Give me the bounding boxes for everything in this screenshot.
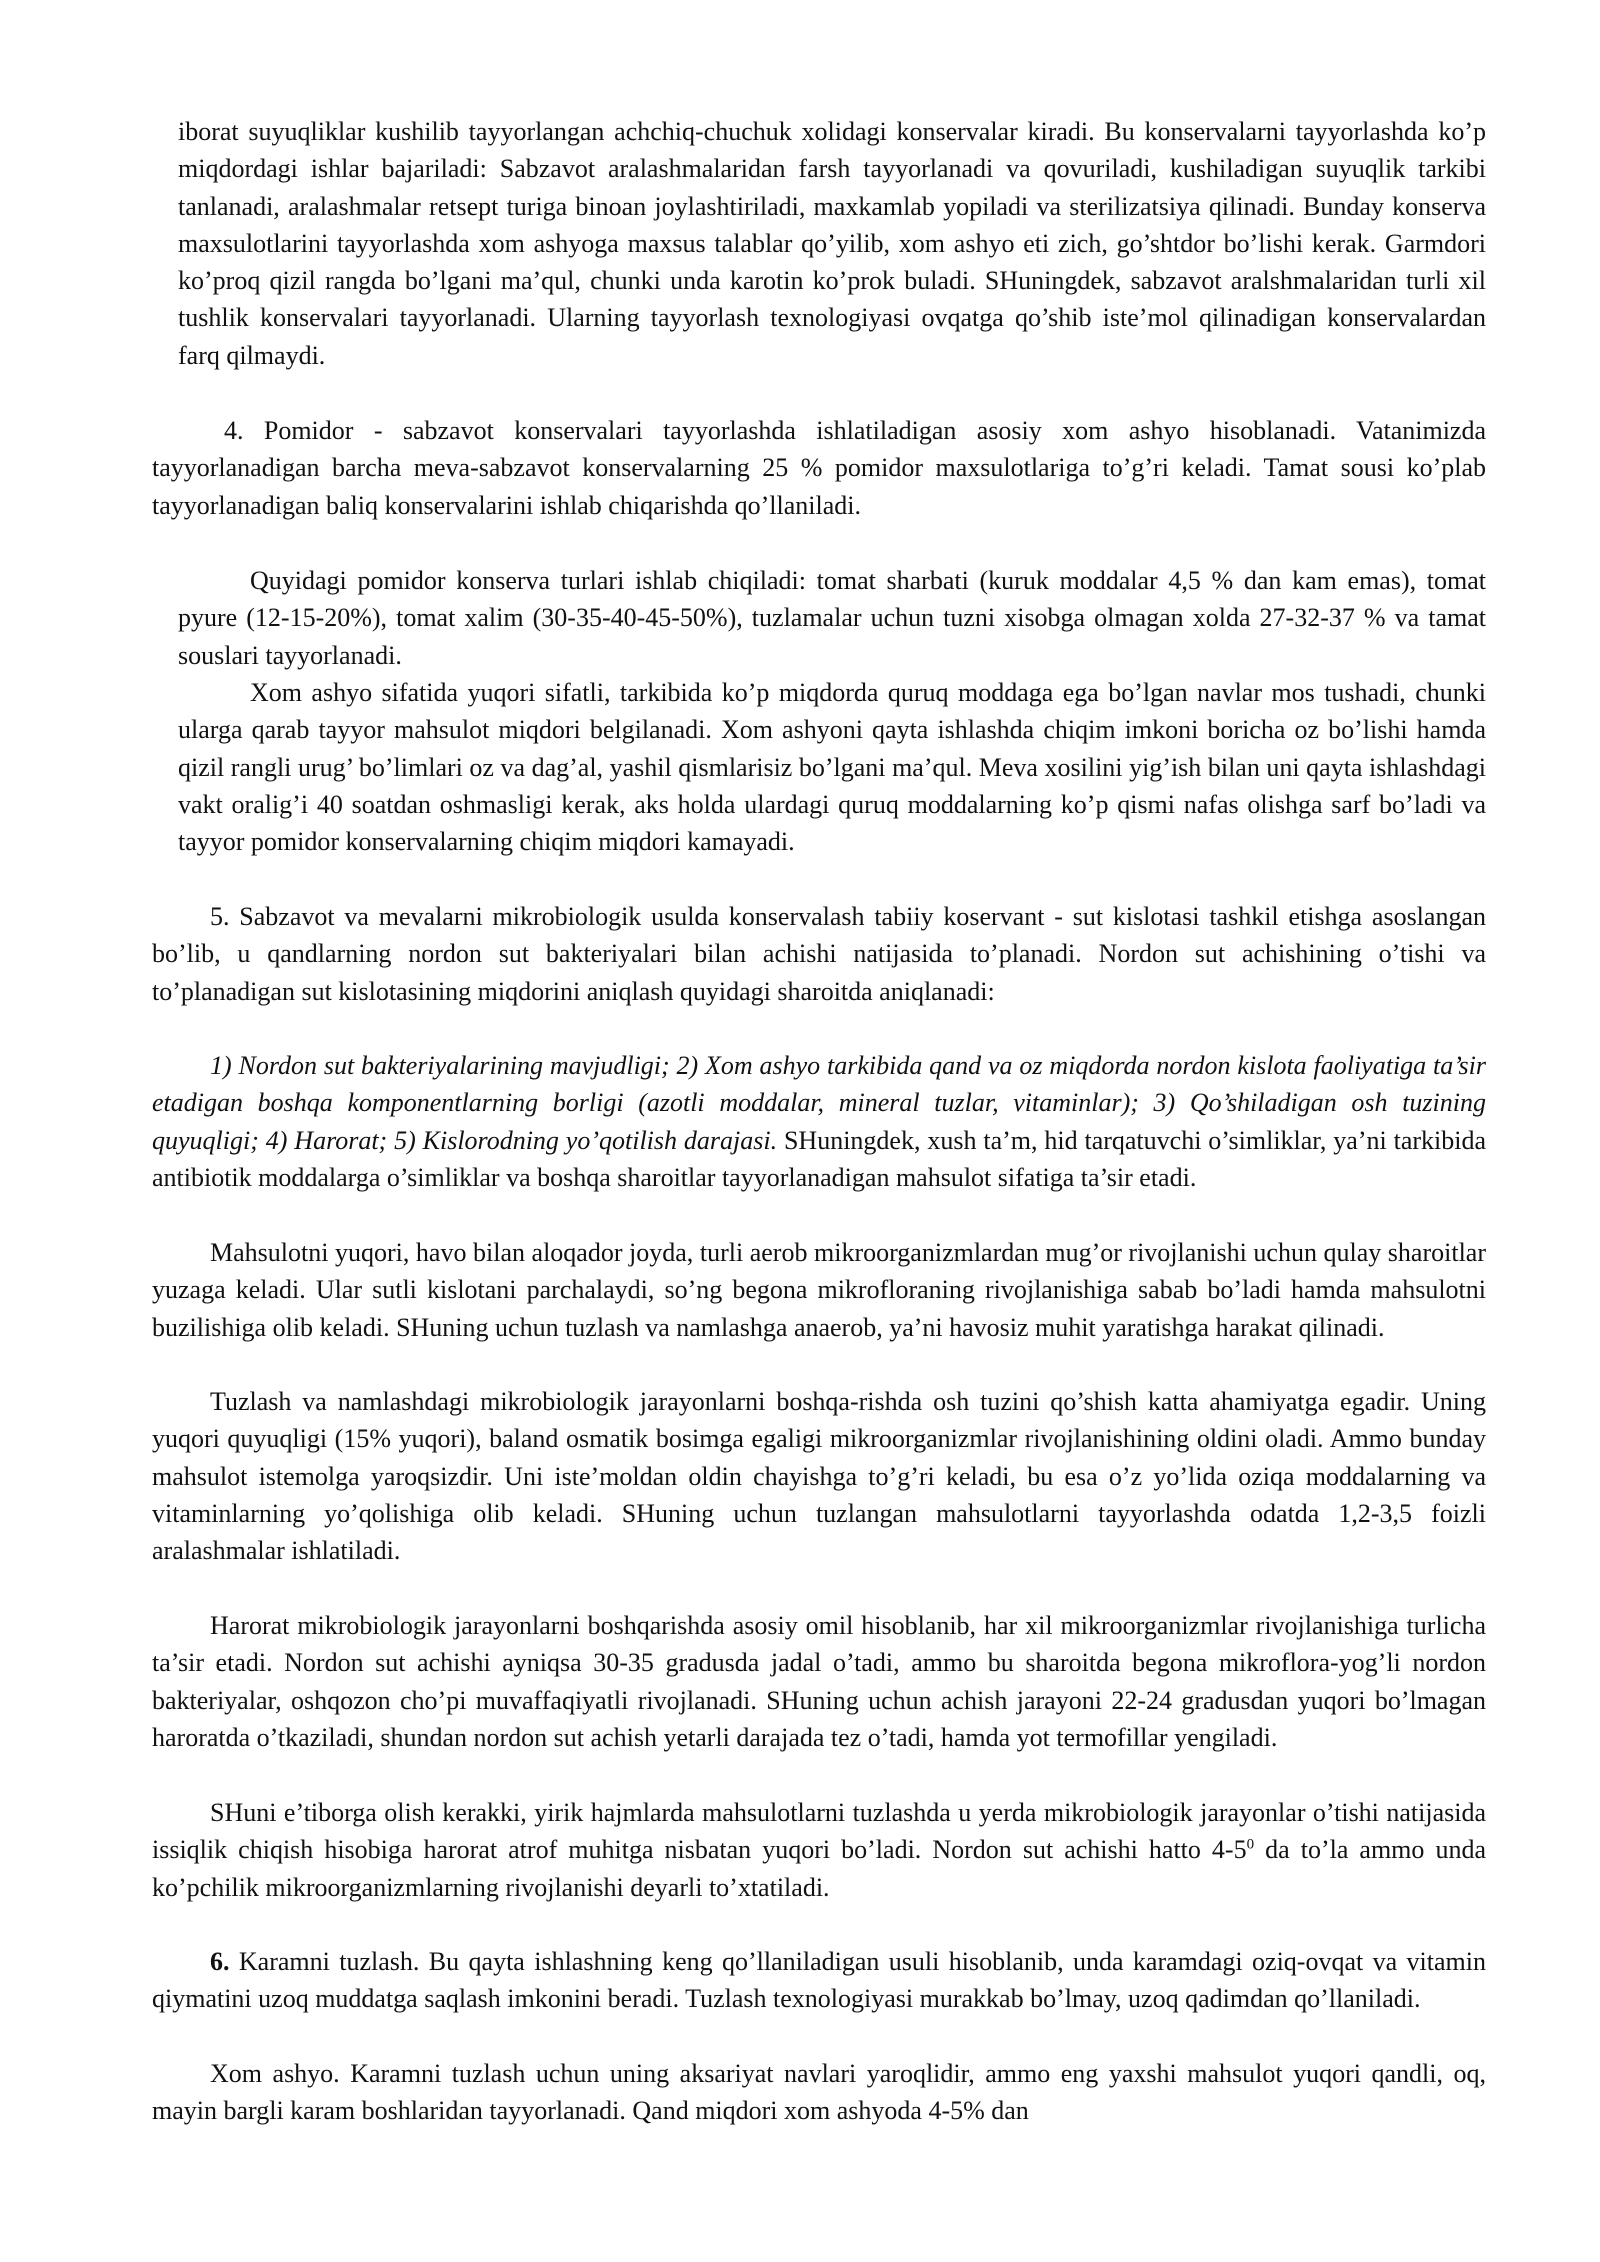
paragraph-temperature-role: Harorat mikrobiologik jarayonlarni boshqarishda asosiy omil hisoblanib, har xil mikroorganizmlar rivojlanishiga turlicha ta’sir etadi. Nordon sut achishi ayniqsa 30-35 gradusda jadal o’tadi, ammo bu sharoitda begona mikroflora-yog’li nordon bakteriyalar, oshqozon cho’pi muvaffaqiyatli rivojlanadi. SHuning uchun achish jarayoni 22-24 gradusdan yuqori bo’lmagan haroratda o’tkaziladi, shundan nordon sut achish yetarli darajada tez o’tadi, hamda yot termofillar yengiladi.: [152, 1611, 1486, 1752]
paragraph-tomato-raw-material: 4. Pomidor - sabzavot konservalari tayyorlashda ishlatiladigan asosiy xom ashyo hisoblanadi. Vatanimizda tayyorlanadigan barcha meva-sabzavot konservalarning 25 % pomidor maxsulotlariga to’g’ri keladi. Tamat sousi ko’plab tayyorlanadigan baliq konservalarini ishlab chiqarishda qo’llaniladi.: [152, 416, 1486, 520]
fermentation-conditions-list: 1) Nordon sut bakteriyalarining mavjudligi; 2) Xom ashyo tarkibida qand va oz miqdorda nordon kislota faoliyatiga ta’sir etadigan boshqa komponentlarning borligi (azotli moddalar, mineral tuzlar, vitaminlar); 3) Qo’shiladigan osh tuzining quyuqligi; 4) Harorat; 5) Kislorodning yo’qotilish darajasi.: [152, 1051, 1486, 1155]
paragraph-fermentation-conditions: [152, 1047, 1486, 1196]
paragraph-cabbage-salting: [152, 1943, 1486, 2018]
paragraph-mixed-vegetable-preserves: iborat suyuqliklar kushilib tayyorlangan achchiq-chuchuk xolidagi konservalar kiradi. Bu konservalarni tayyorlashda ko’p miqdordagi ishlar bajariladi: Sabzavot aralashmalaridan farsh tayyorlanadi va qovuriladi, kushiladigan suyuqlik tarkibi tanlanadi, aralashmalar retsept turiga binoan joylashtiriladi, maxkamlab yopiladi va sterilizatsiya qilinadi. Bunday konserva maxsulotlarini tayyorlashda xom ashyoga maxsus talablar qo’yilib, xom ashyo eti zich, go’shtdor bo’lishi kerak. Garmdori ko’proq qizil rangda bo’lgani ma’qul, chunki unda karotin ko’prok buladi. SHuningdek, sabzavot aralshmalaridan turli xil tushlik konservalari tayyorlanadi. Ularning tayyorlash texnologiyasi ovqatga qo’shib iste’mol qilinadigan konservalardan farq qilmaydi.: [178, 117, 1486, 370]
heat-generation-text: SHuni e’tiborga olish kerakki, yirik hajmlarda mahsulotlarni tuzlashda u yerda mikrobiologik jarayonlar o’tishi natijasida issiqlik chiqish hisobiga harorat atrof muhitga nisbatan yuqori bo’ladi. Nordon sut achishi hatto 4-5: [152, 1798, 1486, 1865]
paragraph-salting-role: Tuzlash va namlashdagi mikrobiologik jarayonlarni boshqa-rishda osh tuzini qo’shish katta ahamiyatga egadir. Uning yuqori quyuqligi (15% yuqori), baland osmatik bosimga egaligi mikroorganizmlar rivojlanishining oldini oladi. Ammo bunday mahsulot istemolga yaroqsizdir. Uni iste’moldan oldin chayishga to’g’ri keladi, bu esa o’z yo’lida oziqa moddalarning va vitaminlarning yo’qolishiga olib keladi. SHuning uchun tuzlangan mahsulotlarni tayyorlashda odatda 1,2-3,5 foizli aralashmalar ishlatiladi.: [152, 1387, 1486, 1566]
degree-superscript: 0: [1246, 1836, 1255, 1853]
paragraph-heat-generation: [152, 1794, 1486, 1906]
paragraph-cabbage-raw-material: Xom ashyo. Karamni tuzlash uchun uning aksariyat navlari yaroqlidir, ammo eng yaxshi mahsulot yuqori qandli, oq, mayin bargli karam boshlaridan tayyorlanadi. Qand miqdori xom ashyoda 4-5% dan: [152, 2059, 1486, 2126]
heat-generation-text-end: da to’la ammo unda ko’pchilik mikroorganizmlarning rivojlanishi deyarli to’xtatiladi.: [152, 1835, 1486, 1902]
cabbage-salting-text: Karamni tuzlash. Bu qayta ishlashning keng qo’llaniladigan usuli hisoblanib, unda karamdagi oziq-ovqat va vitamin qiymatini uzoq muddatga saqlash imkonini beradi. Tuzlash texnologiyasi murakkab bo’lmay, uzoq qadimdan qo’llaniladi.: [152, 1947, 1486, 2014]
paragraph-microbiological-preservation: 5. Sabzavot va mevalarni mikrobiologik usulda konservalash tabiiy koservant - sut kislotasi tashkil etishga asoslangan bo’lib, u qandlarning nordon sut bakteriyalari bilan achishi natijasida to’planadi. Nordon sut achishining o’tishi va to’planadigan sut kislotasining miqdorini aniqlash quyidagi sharoitda aniqlanadi:: [152, 902, 1486, 1006]
paragraph-tomato-product-types: Quyidagi pomidor konserva turlari ishlab chiqiladi: tomat sharbati (kuruk moddalar 4,5 % dan kam emas), tomat pyure (12-15-20%), tomat xalim (30-35-40-45-50%), tuzlamalar uchun tuzni xisobga olmagan xolda 27-32-37 % va tamat souslari tayyorlanadi.: [178, 566, 1486, 670]
section-number: 6.: [210, 1947, 230, 1976]
paragraph-raw-material-quality: Xom ashyo sifatida yuqori sifatli, tarkibida ko’p miqdorda quruq moddaga ega bo’lgan navlar mos tushadi, chunki ularga qarab tayyor mahsulot miqdori belgilanadi. Xom ashyoni qayta ishlashda chiqim imkoni boricha oz bo’lishi hamda qizil rangli urug’ bo’limlari oz va dag’al, yashil qismlarisiz bo’lgani ma’qul. Meva xosilini yig’ish bilan uni qayta ishlashdagi vakt oralig’i 40 soatdan oshmasligi kerak, aks holda ulardagi quruq moddalarning ko’p qismi nafas olishga sarf bo’ladi va tayyor pomidor konservalarning chiqim miqdori kamayadi.: [178, 678, 1486, 857]
fermentation-conditions-note: SHuningdek, xush ta’m, hid tarqatuvchi o’simliklar, ya’ni tarkibida antibiotik moddalarga o’simliklar va boshqa sharoitlar tayyorlanadigan mahsulot sifatiga ta’sir etadi.: [152, 1125, 1487, 1192]
paragraph-aerobic-conditions: Mahsulotni yuqori, havo bilan aloqador joyda, turli aerob mikroorganizmlardan mug’or rivojlanishi uchun qulay sharoitlar yuzaga keladi. Ular sutli kislotani parchalaydi, so’ng begona mikrofloraning rivojlanishiga sabab bo’ladi hamda mahsulotni buzilishiga olib keladi. SHuning uchun tuzlash va namlashga anaerob, ya’ni havosiz muhit yaratishga harakat qilinadi.: [152, 1238, 1486, 1342]
